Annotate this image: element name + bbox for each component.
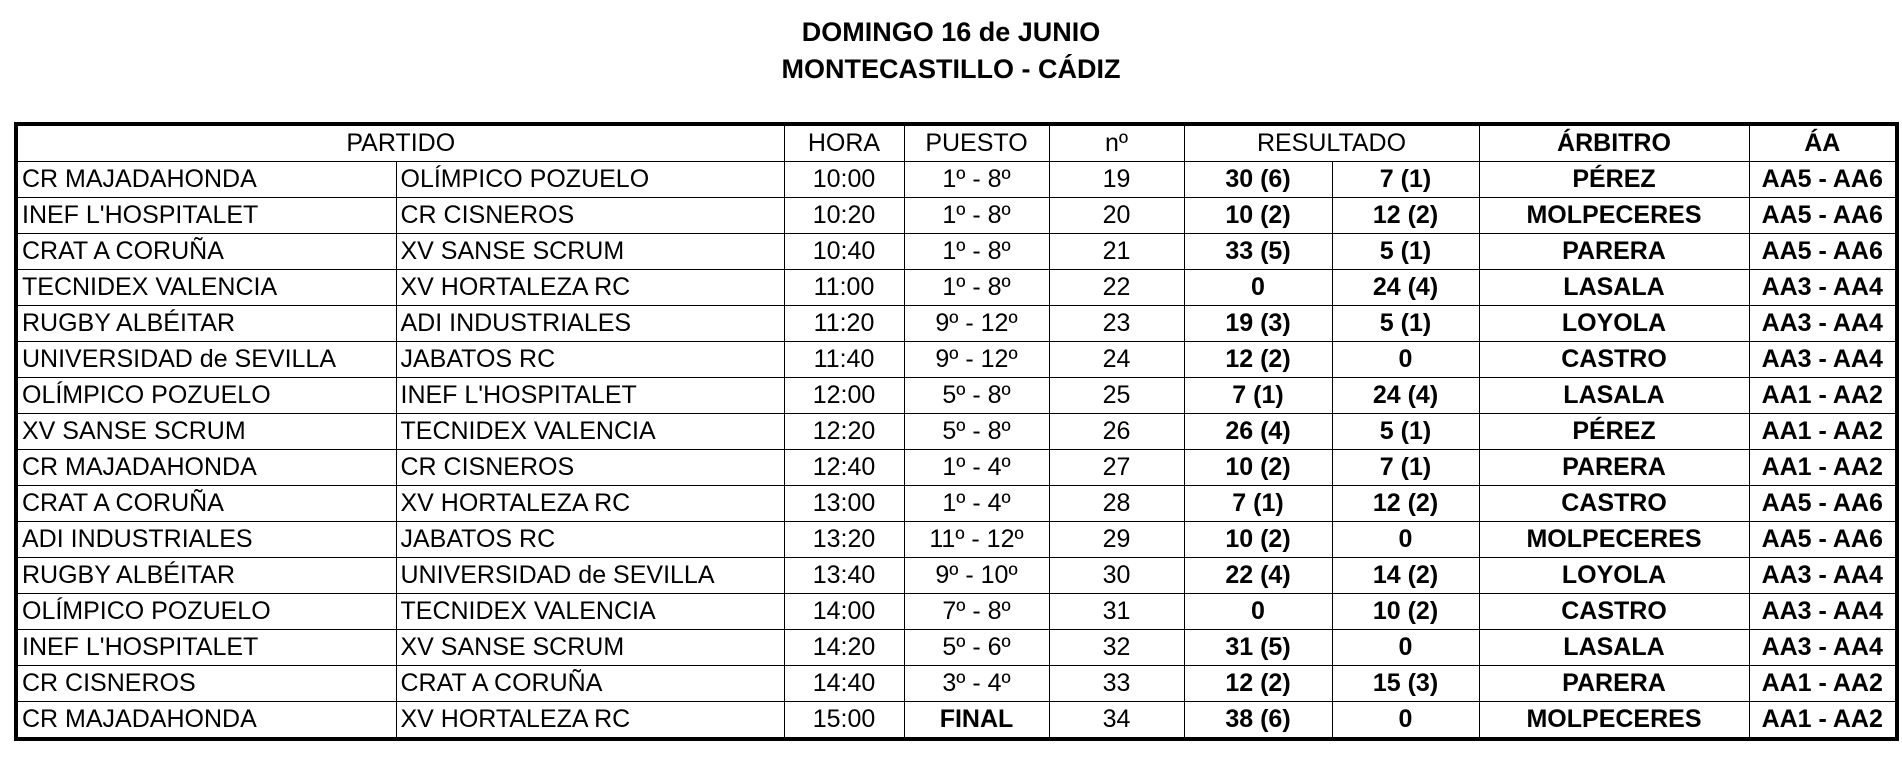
match-number: 33 — [1049, 666, 1184, 702]
match-time: 11:20 — [784, 306, 904, 342]
score-home: 12 (2) — [1184, 342, 1332, 378]
table-row — [16, 630, 1897, 666]
referee: CASTRO — [1479, 342, 1749, 378]
placement: 1º - 4º — [904, 450, 1049, 486]
away-team: TECNIDEX VALENCIA — [396, 594, 784, 630]
score-home: 7 (1) — [1184, 486, 1332, 522]
match-number: 24 — [1049, 342, 1184, 378]
home-team: CR MAJADAHONDA — [16, 702, 396, 740]
referee: PÉREZ — [1479, 162, 1749, 198]
score-away: 12 (2) — [1332, 486, 1479, 522]
away-team: XV HORTALEZA RC — [396, 486, 784, 522]
assistant-referees: AA1 - AA2 — [1749, 414, 1897, 450]
match-time: 15:00 — [784, 702, 904, 740]
placement: FINAL — [904, 702, 1049, 740]
referee: LOYOLA — [1479, 306, 1749, 342]
placement: 9º - 12º — [904, 342, 1049, 378]
score-away: 24 (4) — [1332, 270, 1479, 306]
score-home: 0 — [1184, 270, 1332, 306]
home-team: INEF L'HOSPITALET — [16, 198, 396, 234]
score-away: 5 (1) — [1332, 414, 1479, 450]
score-away: 0 — [1332, 702, 1479, 740]
table-row — [16, 270, 1897, 306]
score-away: 5 (1) — [1332, 234, 1479, 270]
assistant-referees: AA3 - AA4 — [1749, 558, 1897, 594]
score-home: 38 (6) — [1184, 702, 1332, 740]
score-home: 22 (4) — [1184, 558, 1332, 594]
match-number: 25 — [1049, 378, 1184, 414]
table-row — [16, 234, 1897, 270]
score-home: 30 (6) — [1184, 162, 1332, 198]
away-team: CR CISNEROS — [396, 198, 784, 234]
home-team: CR MAJADAHONDA — [16, 450, 396, 486]
table-row — [16, 414, 1897, 450]
match-schedule-table — [14, 122, 1899, 741]
placement: 1º - 8º — [904, 198, 1049, 234]
table-row — [16, 486, 1897, 522]
away-team: JABATOS RC — [396, 342, 784, 378]
assistant-referees: AA5 - AA6 — [1749, 486, 1897, 522]
home-team: CR MAJADAHONDA — [16, 162, 396, 198]
score-away: 7 (1) — [1332, 162, 1479, 198]
away-team: ADI INDUSTRIALES — [396, 306, 784, 342]
placement: 1º - 4º — [904, 486, 1049, 522]
referee: PARERA — [1479, 234, 1749, 270]
assistant-referees: AA5 - AA6 — [1749, 198, 1897, 234]
match-time: 11:00 — [784, 270, 904, 306]
table-row — [16, 702, 1897, 740]
match-time: 14:00 — [784, 594, 904, 630]
score-home: 19 (3) — [1184, 306, 1332, 342]
table-row — [16, 558, 1897, 594]
match-time: 12:20 — [784, 414, 904, 450]
away-team: TECNIDEX VALENCIA — [396, 414, 784, 450]
assistant-referees: AA3 - AA4 — [1749, 594, 1897, 630]
match-time: 13:00 — [784, 486, 904, 522]
assistant-referees: AA1 - AA2 — [1749, 666, 1897, 702]
match-number: 27 — [1049, 450, 1184, 486]
match-number: 23 — [1049, 306, 1184, 342]
score-home: 12 (2) — [1184, 666, 1332, 702]
match-time: 12:00 — [784, 378, 904, 414]
match-number: 28 — [1049, 486, 1184, 522]
home-team: TECNIDEX VALENCIA — [16, 270, 396, 306]
score-home: 10 (2) — [1184, 198, 1332, 234]
away-team: CR CISNEROS — [396, 450, 784, 486]
home-team: RUGBY ALBÉITAR — [16, 306, 396, 342]
score-home: 10 (2) — [1184, 450, 1332, 486]
header-numero: nº — [1049, 124, 1184, 162]
score-home: 0 — [1184, 594, 1332, 630]
placement: 1º - 8º — [904, 162, 1049, 198]
assistant-referees: AA3 - AA4 — [1749, 306, 1897, 342]
match-number: 31 — [1049, 594, 1184, 630]
away-team: XV SANSE SCRUM — [396, 234, 784, 270]
placement: 3º - 4º — [904, 666, 1049, 702]
header-partido: PARTIDO — [16, 124, 784, 162]
home-team: CR CISNEROS — [16, 666, 396, 702]
score-away: 24 (4) — [1332, 378, 1479, 414]
match-time: 10:20 — [784, 198, 904, 234]
referee: CASTRO — [1479, 594, 1749, 630]
match-number: 20 — [1049, 198, 1184, 234]
match-number: 34 — [1049, 702, 1184, 740]
referee: PARERA — [1479, 450, 1749, 486]
match-number: 22 — [1049, 270, 1184, 306]
match-time: 13:40 — [784, 558, 904, 594]
match-number: 26 — [1049, 414, 1184, 450]
table-row — [16, 594, 1897, 630]
score-home: 7 (1) — [1184, 378, 1332, 414]
match-time: 10:00 — [784, 162, 904, 198]
referee: MOLPECERES — [1479, 522, 1749, 558]
match-time: 10:40 — [784, 234, 904, 270]
placement: 1º - 8º — [904, 234, 1049, 270]
assistant-referees: AA1 - AA2 — [1749, 450, 1897, 486]
away-team: XV HORTALEZA RC — [396, 702, 784, 740]
home-team: OLÍMPICO POZUELO — [16, 594, 396, 630]
header-resultado: RESULTADO — [1184, 124, 1479, 162]
away-team: INEF L'HOSPITALET — [396, 378, 784, 414]
score-away: 15 (3) — [1332, 666, 1479, 702]
assistant-referees: AA5 - AA6 — [1749, 162, 1897, 198]
header-hora: HORA — [784, 124, 904, 162]
away-team: OLÍMPICO POZUELO — [396, 162, 784, 198]
score-away: 0 — [1332, 342, 1479, 378]
referee: PÉREZ — [1479, 414, 1749, 450]
match-rows — [16, 162, 1897, 740]
table-row — [16, 342, 1897, 378]
home-team: ADI INDUSTRIALES — [16, 522, 396, 558]
referee: LASALA — [1479, 270, 1749, 306]
away-team: XV HORTALEZA RC — [396, 270, 784, 306]
score-away: 12 (2) — [1332, 198, 1479, 234]
home-team: CRAT A CORUÑA — [16, 234, 396, 270]
assistant-referees: AA3 - AA4 — [1749, 342, 1897, 378]
referee: MOLPECERES — [1479, 198, 1749, 234]
match-time: 11:40 — [784, 342, 904, 378]
table-row — [16, 198, 1897, 234]
score-away: 7 (1) — [1332, 450, 1479, 486]
match-time: 13:20 — [784, 522, 904, 558]
placement: 5º - 6º — [904, 630, 1049, 666]
table-row — [16, 450, 1897, 486]
home-team: XV SANSE SCRUM — [16, 414, 396, 450]
match-time: 14:20 — [784, 630, 904, 666]
table-row — [16, 306, 1897, 342]
referee: LOYOLA — [1479, 558, 1749, 594]
table-row — [16, 666, 1897, 702]
score-away: 14 (2) — [1332, 558, 1479, 594]
score-home: 26 (4) — [1184, 414, 1332, 450]
header-aa: ÁA — [1749, 124, 1897, 162]
match-number: 19 — [1049, 162, 1184, 198]
home-team: OLÍMPICO POZUELO — [16, 378, 396, 414]
placement: 9º - 12º — [904, 306, 1049, 342]
placement: 7º - 8º — [904, 594, 1049, 630]
home-team: UNIVERSIDAD de SEVILLA — [16, 342, 396, 378]
placement: 9º - 10º — [904, 558, 1049, 594]
score-away: 0 — [1332, 522, 1479, 558]
score-home: 31 (5) — [1184, 630, 1332, 666]
header-puesto: PUESTO — [904, 124, 1049, 162]
assistant-referees: AA1 - AA2 — [1749, 702, 1897, 740]
away-team: CRAT A CORUÑA — [396, 666, 784, 702]
away-team: JABATOS RC — [396, 522, 784, 558]
referee: LASALA — [1479, 630, 1749, 666]
score-away: 0 — [1332, 630, 1479, 666]
placement: 11º - 12º — [904, 522, 1049, 558]
home-team: RUGBY ALBÉITAR — [16, 558, 396, 594]
placement: 5º - 8º — [904, 414, 1049, 450]
assistant-referees: AA5 - AA6 — [1749, 522, 1897, 558]
title-venue: MONTECASTILLO - CÁDIZ — [781, 54, 1121, 84]
score-home: 10 (2) — [1184, 522, 1332, 558]
score-home: 33 (5) — [1184, 234, 1332, 270]
home-team: INEF L'HOSPITALET — [16, 630, 396, 666]
away-team: UNIVERSIDAD de SEVILLA — [396, 558, 784, 594]
away-team: XV SANSE SCRUM — [396, 630, 784, 666]
header-arbitro: ÁRBITRO — [1479, 124, 1749, 162]
score-away: 10 (2) — [1332, 594, 1479, 630]
match-number: 29 — [1049, 522, 1184, 558]
placement: 5º - 8º — [904, 378, 1049, 414]
table-row — [16, 162, 1897, 198]
match-number: 32 — [1049, 630, 1184, 666]
document-title — [0, 0, 1902, 86]
referee: LASALA — [1479, 378, 1749, 414]
placement: 1º - 8º — [904, 270, 1049, 306]
match-time: 12:40 — [784, 450, 904, 486]
match-time: 14:40 — [784, 666, 904, 702]
title-date: DOMINGO 16 de JUNIO — [801, 17, 1101, 47]
score-away: 5 (1) — [1332, 306, 1479, 342]
referee: MOLPECERES — [1479, 702, 1749, 740]
header-row — [16, 124, 1897, 162]
assistant-referees: AA5 - AA6 — [1749, 234, 1897, 270]
table-row — [16, 522, 1897, 558]
assistant-referees: AA1 - AA2 — [1749, 378, 1897, 414]
referee: CASTRO — [1479, 486, 1749, 522]
referee: PARERA — [1479, 666, 1749, 702]
table-row — [16, 378, 1897, 414]
home-team: CRAT A CORUÑA — [16, 486, 396, 522]
assistant-referees: AA3 - AA4 — [1749, 630, 1897, 666]
match-number: 30 — [1049, 558, 1184, 594]
assistant-referees: AA3 - AA4 — [1749, 270, 1897, 306]
match-number: 21 — [1049, 234, 1184, 270]
